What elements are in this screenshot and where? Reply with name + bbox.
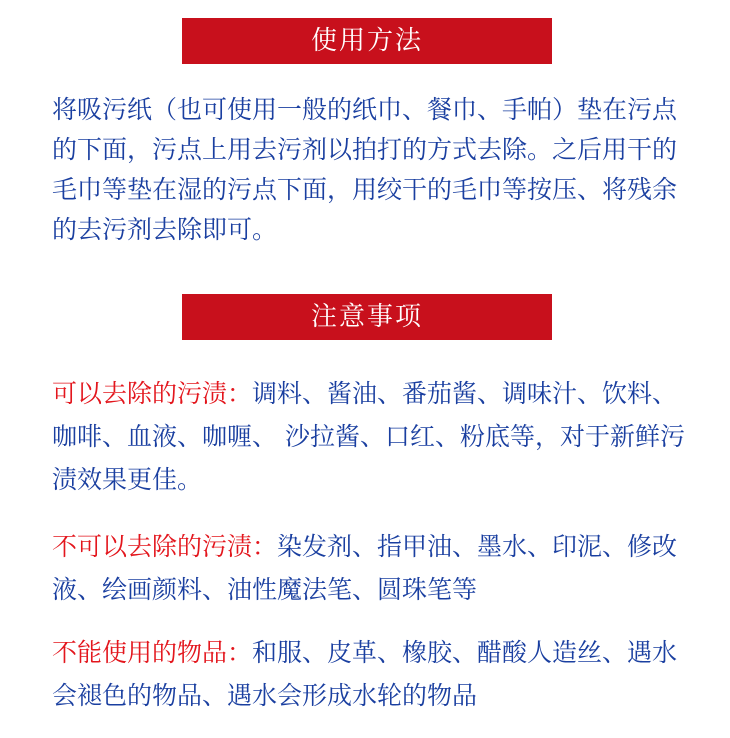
removable-stains-list: 调料、酱油、番茄酱、调味汁、饮料、咖啡、血液、咖喱、 沙拉酱、口红、粉底等，对于新鲜污渍效果更佳。 (52, 379, 685, 494)
usage-instructions: 将吸污纸（也可使用一般的纸巾、餐巾、手帕）垫在污点的下面，污点上用去污剂以拍打的方式去除。之后用干的毛巾等垫在湿的污点下面，用绞干的毛巾等按压、将残余的去污剂去除即可。 (52, 95, 678, 244)
non-removable-stains-label: 不可以去除的污渍： (52, 532, 278, 561)
usage-section-banner (182, 18, 552, 64)
unusable-items-label: 不能使用的物品： (52, 638, 253, 667)
removable-stains-label: 可以去除的污渍： (52, 379, 253, 408)
non-removable-stains (52, 525, 692, 611)
notes-section-title: 注意事项 (310, 302, 423, 332)
unusable-items-list: 和服、皮革、橡胶、醋酸人造丝、遇水会褪色的物品、遇水会形成水轮的物品 (52, 638, 678, 710)
notes-section-banner (182, 294, 552, 340)
usage-section-title: 使用方法 (310, 26, 423, 56)
removable-stains (52, 372, 692, 501)
non-removable-stains-list: 染发剂、指甲油、墨水、印泥、修改液、绘画颜料、油性魔法笔、圆珠笔等 (52, 532, 678, 604)
unusable-items (52, 631, 692, 717)
